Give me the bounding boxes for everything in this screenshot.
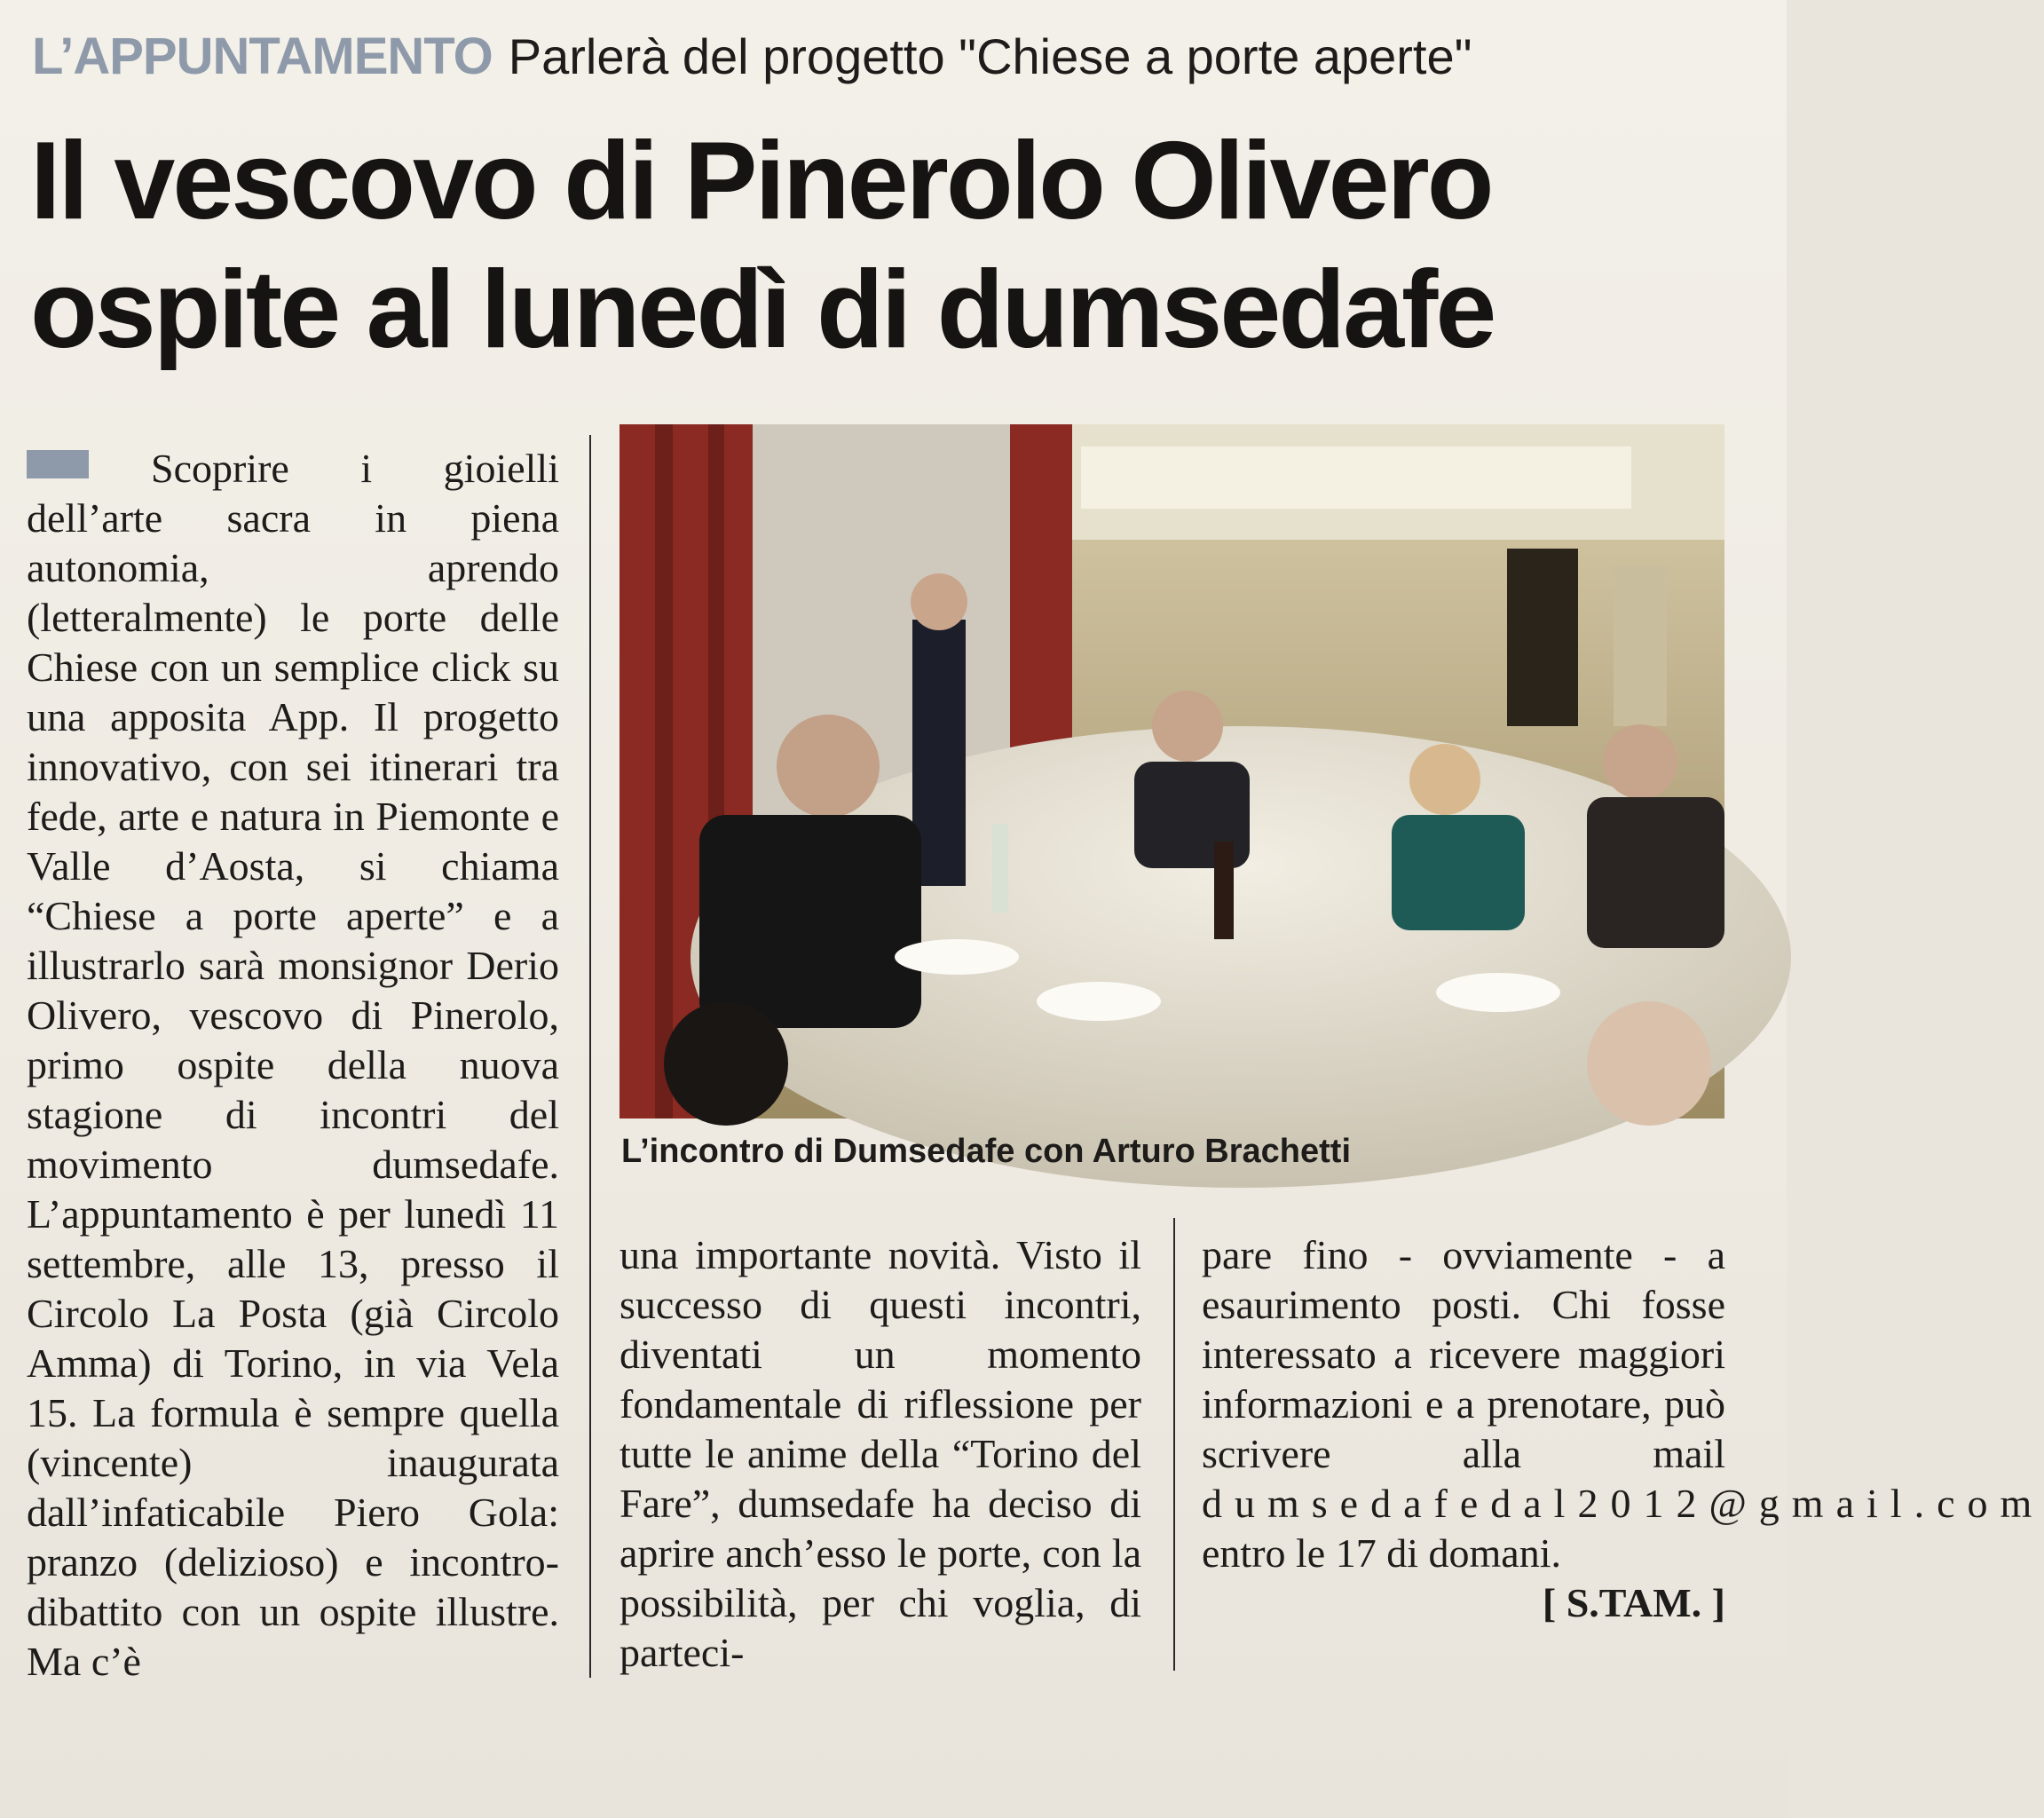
water-bottle — [992, 824, 1008, 913]
seated-guest — [699, 815, 921, 1028]
byline: [ S.TAM. ] — [1542, 1580, 1725, 1625]
subheadline: Parlerà del progetto "Chiese a porte aperte" — [508, 28, 1472, 84]
kicker-row — [32, 27, 1472, 86]
article-column-1 — [27, 444, 559, 1687]
dinner-scene-illustration — [620, 424, 1724, 1118]
doorway — [1507, 549, 1578, 726]
column-1-text: Scoprire i gioielli dell’arte sacra in piena autonomia, aprendo (letteralmente) le porte delle Chiese con un semplice click su una apposita App. Il progetto innovativo, con sei itinerari tra fede, arte e natura in Piemonte e Valle d’Aosta, si chiama “Chiese a porte aperte” e a illustrarlo sarà monsignor Derio Olivero, vescovo di Pinerolo, primo ospite della nuova stagione di incontri del movimento dumsedafe. L’appuntamento è per lunedì 11 settembre, alle 13, presso il Circolo La Posta (già Circolo Amma) di Torino, in via Vela 15. La formula è sempre quella (vincente) inaugurata dall’infaticabile Piero Gola: pranzo (delizioso) e incontro-dibattito con un ospite illustre. Ma c’è — [27, 446, 559, 1684]
column-rule-right — [1173, 1218, 1175, 1671]
ceiling-light — [1081, 447, 1631, 509]
wine-bottle — [1214, 842, 1234, 939]
column-3-tail: entro le 17 di domani. — [1202, 1530, 1561, 1576]
headline: Il vescovo di Pinerolo Olivero ospite al lunedì di dumsedafe — [30, 120, 1495, 371]
column-3-text: pare fino - ovviamente - a esaurimento posti. Chi fosse interessato a ricevere maggiori informazioni e a prenotare, può scrivere alla mail — [1202, 1232, 1725, 1476]
article-photo — [620, 424, 1724, 1118]
seated-guest-head — [777, 715, 880, 818]
article-column-2 — [620, 1230, 1141, 1678]
column-2-text: una importante novità. Visto il successo di questi incontri, diventati un momento fondamentale di riflessione per tutte le anime della “Torino del Fare”, dumsedafe ha deciso di aprire anch’esso le porte, con la possibilità, per chi voglia, di parteci- — [620, 1232, 1141, 1675]
article-column-3 — [1202, 1230, 2044, 1628]
section-kicker: L’APPUNTAMENTO — [32, 28, 493, 85]
lead-marker — [27, 450, 89, 478]
contact-email: dumsedafedal2012@gmail.com — [1202, 1481, 2044, 1526]
column-rule-left — [589, 435, 591, 1678]
photo-caption: L’incontro di Dumsedafe con Arturo Brachetti — [621, 1133, 1352, 1170]
